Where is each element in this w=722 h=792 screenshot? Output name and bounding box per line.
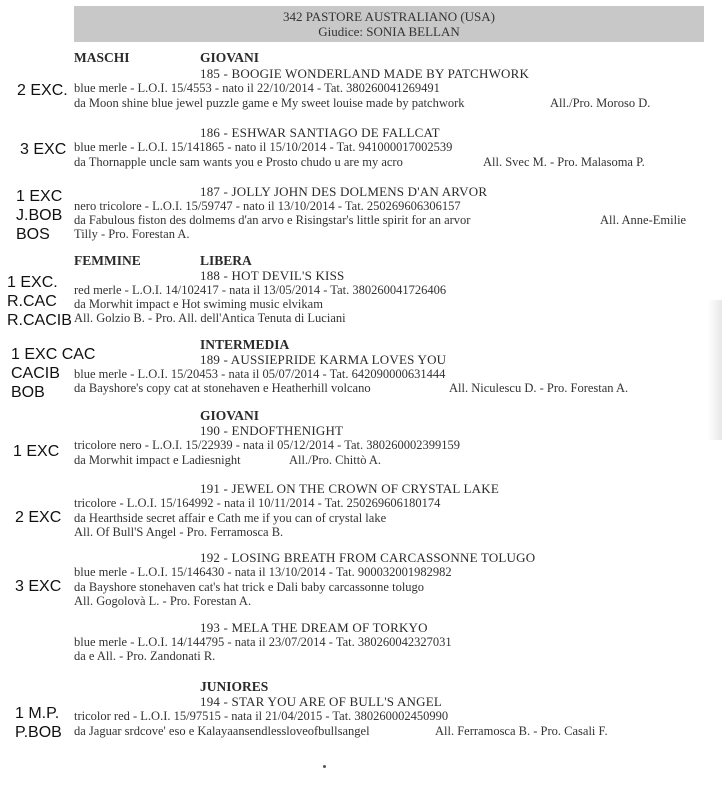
- entry-194-title: 194 - STAR YOU ARE OF BULL'S ANGEL: [200, 694, 442, 709]
- entry-186-result: 3 EXC: [20, 141, 67, 158]
- class-giovani-femmine: GIOVANI: [200, 408, 260, 423]
- class-intermedia: INTERMEDIA: [200, 337, 290, 352]
- entry-189-owner: All. Niculescu D. - Pro. Forestan A.: [449, 381, 629, 395]
- entry-191-result: 2 EXC: [15, 509, 62, 526]
- entry-189-result: 1 EXC CAC CACIB BOB: [11, 346, 96, 401]
- entry-185-title: 185 - BOOGIE WONDERLAND MADE BY PATCHWORK: [200, 66, 530, 81]
- entry-192-title: 192 - LOSING BREATH FROM CARCASSONNE TOLUGO: [200, 550, 536, 565]
- breed-header: [74, 6, 704, 42]
- entry-192-details: blue merle - L.O.I. 15/146430 - nata il 13/10/2014 - Tat. 900032001982982: [74, 565, 452, 579]
- entry-187-parents: da Fabulous fiston des dolmems d'an arvo e Risingstar's little spirit for an arvor: [74, 213, 471, 227]
- entry-185-parents: da Moon shine blue jewel puzzle game e My sweet louise made by patchwork: [74, 96, 465, 110]
- entry-188-details: red merle - L.O.I. 14/102417 - nata il 13/05/2014 - Tat. 380260041726406: [74, 283, 447, 297]
- entry-194-result: 1 M.P. P.BOB: [15, 705, 62, 741]
- entry-187-owner: All. Anne-Emilie: [600, 213, 687, 227]
- entry-190-details: tricolore nero - L.O.I. 15/22939 - nata il 05/12/2014 - Tat. 380260002399159: [74, 438, 460, 452]
- entry-186-details: blue merle - L.O.I. 15/141865 - nato il 15/10/2014 - Tat. 941000017002539: [74, 140, 453, 154]
- entry-192-result: 3 EXC: [15, 578, 62, 595]
- entry-194-parents: da Jaguar srdcove' eso e Kalayaansendlessloveofbullsangel: [74, 724, 370, 738]
- class-juniores: JUNIORES: [200, 679, 269, 694]
- page-dot: [323, 765, 326, 768]
- page-edge-shadow: [708, 300, 722, 440]
- entry-186-parents: da Thornapple uncle sam wants you e Prosto chudo u are my acro: [74, 155, 403, 169]
- entry-188-owner: All. Golzio B. - Pro. All. dell'Antica Tenuta di Luciani: [74, 311, 346, 325]
- entry-185-details: blue merle - L.O.I. 15/4553 - nato il 22/10/2014 - Tat. 380260041269491: [74, 81, 440, 95]
- entry-193-title: 193 - MELA THE DREAM OF TORKYO: [200, 620, 428, 635]
- entry-187-owner-cont: Tilly - Pro. Forestan A.: [74, 227, 190, 241]
- entry-193-parents: da e All. - Pro. Zandonati R.: [74, 649, 216, 663]
- entry-191-owner: All. Of Bull'S Angel - Pro. Ferramosca B.: [74, 525, 284, 539]
- class-giovani-maschi: GIOVANI: [200, 50, 260, 65]
- entry-194-details: tricolor red - L.O.I. 15/97515 - nata il 21/04/2015 - Tat. 380260002450990: [74, 709, 449, 723]
- entry-190-result: 1 EXC: [13, 443, 60, 460]
- judge-name: Giudice: SONIA BELLAN: [318, 24, 460, 39]
- entry-185-result: 2 EXC.: [17, 82, 68, 99]
- entry-190-owner: All./Pro. Chittò A.: [289, 453, 382, 467]
- entry-187-title: 187 - JOLLY JOHN DES DOLMENS D'AN ARVOR: [200, 184, 488, 199]
- entry-190-parents: da Morwhit impact e Ladiesnight: [74, 453, 241, 467]
- entry-187-result: 1 EXC J.BOB BOS: [16, 188, 63, 243]
- entry-188-parents: da Morwhit impact e Hot swiming music elvikam: [74, 297, 323, 311]
- entry-188-title: 188 - HOT DEVIL'S KISS: [200, 268, 345, 283]
- entry-192-owner: All. Gogolovà L. - Pro. Forestan A.: [74, 594, 252, 608]
- entry-189-title: 189 - AUSSIEPRIDE KARMA LOVES YOU: [200, 352, 447, 367]
- entry-186-title: 186 - ESHWAR SANTIAGO DE FALLCAT: [200, 125, 440, 140]
- entry-185-owner: All./Pro. Moroso D.: [550, 96, 651, 110]
- section-femmine: FEMMINE: [74, 253, 141, 268]
- entry-191-title: 191 - JEWEL ON THE CROWN OF CRYSTAL LAKE: [200, 481, 499, 496]
- entry-187-details: nero tricolore - L.O.I. 15/59747 - nato il 13/10/2014 - Tat. 250269606306157: [74, 199, 461, 213]
- section-maschi: MASCHI: [74, 50, 130, 65]
- entry-190-title: 190 - ENDOFTHENIGHT: [200, 423, 344, 438]
- entry-188-result: 1 EXC. R.CAC R.CACIB: [7, 274, 72, 329]
- entry-193-details: blue merle - L.O.I. 14/144795 - nata il 23/07/2014 - Tat. 380260042327031: [74, 635, 452, 649]
- entry-194-owner: All. Ferramosca B. - Pro. Casali F.: [435, 724, 608, 738]
- entry-192-parents: da Bayshore stonehaven cat's hat trick e Dali baby carcassonne tolugo: [74, 580, 425, 594]
- entry-189-details: blue merle - L.O.I. 15/20453 - nata il 05/07/2014 - Tat. 642090000631444: [74, 367, 446, 381]
- entry-186-owner: All. Svec M. - Pro. Malasoma P.: [483, 155, 645, 169]
- breed-title: 342 PASTORE AUSTRALIANO (USA): [283, 9, 495, 24]
- entry-191-parents: da Hearthside secret affair e Cath me if you can of crystal lake: [74, 511, 387, 525]
- class-libera: LIBERA: [200, 253, 252, 268]
- entry-191-details: tricolore - L.O.I. 15/164992 - nata il 10/11/2014 - Tat. 250269606180174: [74, 496, 441, 510]
- entry-189-parents: da Bayshore's copy cat at stonehaven e Heatherhill volcano: [74, 381, 371, 395]
